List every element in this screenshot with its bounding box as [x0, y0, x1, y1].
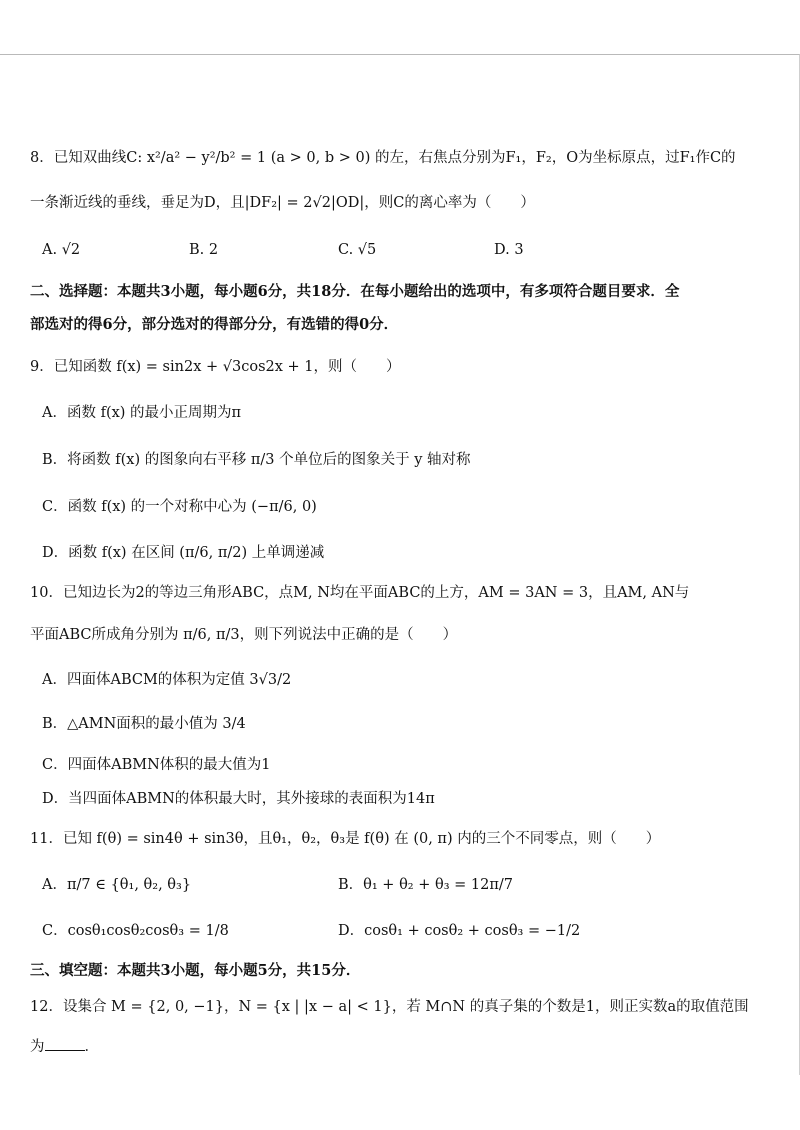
q11-option-b: B．θ₁ + θ₂ + θ₃ = 12π/7 — [338, 877, 513, 893]
q9-option-c: C．函数 f(x) 的一个对称中心为 (−π/6, 0) — [42, 499, 317, 515]
q10-line1: 10．已知边长为2的等边三角形ABC，点M, N均在平面ABC的上方，AM = 3AN = 3，且AM, AN与 — [30, 585, 690, 601]
q12-line2-prefix: 为 — [30, 1039, 45, 1055]
section2-line2: 部选对的得6分，部分选对的得部分分，有选错的得0分． — [30, 316, 399, 333]
q8-option-b: B. 2 — [189, 242, 219, 258]
q9-stem: 9．已知函数 f(x) = sin2x + √3cos2x + 1，则（ ） — [30, 359, 401, 375]
q11-option-a: A．π/7 ∈ {θ₁, θ₂, θ₃} — [42, 877, 192, 893]
q12-line1: 12．设集合 M = {2, 0, −1}，N = {x | |x − a| < 1}，若 M∩N 的真子集的个数是1，则正实数a的取值范围 — [30, 999, 749, 1015]
q8-line1: 8．已知双曲线C: x²/a² − y²/b² = 1 (a > 0, b > 0) 的左，右焦点分别为F₁，F₂，O为坐标原点，过F₁作C的 — [30, 150, 736, 166]
q10-option-d: D．当四面体ABMN的体积最大时，其外接球的表面积为14π — [42, 791, 435, 807]
q10-option-b: B．△AMN面积的最小值为 3/4 — [42, 716, 246, 732]
q8-options — [42, 240, 642, 260]
q8-option-c: C. √5 — [338, 242, 377, 258]
q11-option-d: D．cosθ₁ + cosθ₂ + cosθ₃ = −1/2 — [338, 923, 581, 939]
q9-option-b: B．将函数 f(x) 的图象向右平移 π/3 个单位后的图象关于 y 轴对称 — [42, 452, 471, 468]
q12-line2-suffix: ． — [84, 1039, 99, 1055]
answer-blank[interactable] — [45, 1036, 85, 1051]
q9-option-a: A．函数 f(x) 的最小正周期为π — [42, 405, 242, 421]
q8-option-d: D. 3 — [494, 242, 524, 258]
q8-line2: 一条渐近线的垂线，垂足为D，且|DF₂| = 2√2|OD|，则C的离心率为（ ） — [30, 195, 535, 211]
q9-option-d: D．函数 f(x) 在区间 (π/6, π/2) 上单调递减 — [42, 545, 325, 561]
q11-stem: 11．已知 f(θ) = sin4θ + sin3θ，且θ₁，θ₂，θ₃是 f(θ) 在 (0, π) 内的三个不同零点，则（ ） — [30, 831, 661, 847]
q10-option-c: C．四面体ABMN体积的最大值为1 — [42, 757, 271, 773]
section3-title: 三、填空题：本题共3小题，每小题5分，共15分． — [30, 962, 361, 979]
q12-line2 — [30, 1036, 99, 1057]
q8-option-a: A. √2 — [42, 242, 81, 258]
q11-option-c: C．cosθ₁cosθ₂cosθ₃ = 1/8 — [42, 923, 229, 939]
section2-line1: 二、选择题：本题共3小题，每小题6分，共18分．在每小题给出的选项中，有多项符合题目要求．全 — [30, 283, 680, 300]
q10-line2: 平面ABC所成角分别为 π/6, π/3，则下列说法中正确的是（ ） — [30, 627, 458, 643]
q10-option-a: A．四面体ABCM的体积为定值 3√3/2 — [42, 672, 292, 688]
